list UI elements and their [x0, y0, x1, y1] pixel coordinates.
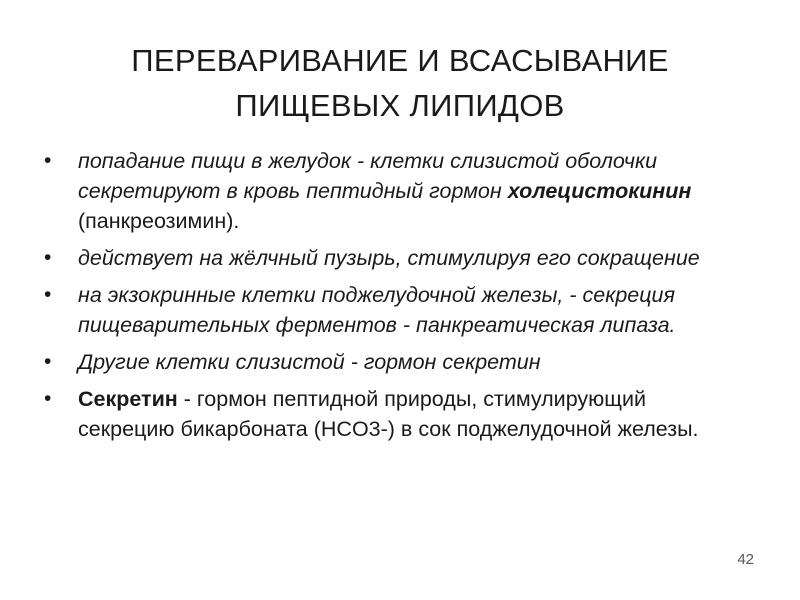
bullet-dot-icon: •	[44, 246, 52, 269]
bullet-item-4	[44, 347, 744, 377]
bullet-list	[44, 146, 744, 451]
bullet-term-cholecystokinin: холецистокинин	[507, 179, 692, 203]
bullet-text	[78, 387, 699, 441]
bullet-item-3	[44, 280, 744, 340]
slide-title-line-2: ПИЩЕВЫХ ЛИПИДОВ	[235, 88, 565, 123]
bullet-dot-icon: •	[44, 283, 52, 306]
slide-title	[60, 38, 740, 128]
bullet-dot-icon: •	[44, 350, 52, 373]
bullet-text	[78, 149, 697, 233]
bullet-text: на экзокринные клетки поджелудочной железы, - секреция пищеварительных ферментов - панкреатическая липаза.	[78, 283, 676, 337]
page-number: 42	[737, 551, 754, 568]
bullet-item-1	[44, 146, 744, 236]
bullet-term-secretin: Секретин	[78, 387, 178, 411]
slide-title-line-1: ПЕРЕВАРИВАНИЕ И ВСАСЫВАНИЕ	[131, 43, 669, 78]
bullet-text-segment: попадание пищи в желудок - клетки слизистой оболочки секретируют в кровь пептидный гормон	[78, 149, 664, 203]
bullet-text-segment: - гормон пептидной природы, стимулирующий секрецию бикарбоната (HCO3-) в сок поджелудочной железы.	[78, 387, 699, 441]
bullet-dot-icon: •	[44, 387, 52, 410]
bullet-item-5	[44, 384, 744, 444]
bullet-item-2	[44, 243, 744, 273]
bullet-text: действует на жёлчный пузырь, стимулируя его сокращение	[78, 246, 700, 270]
bullet-dot-icon: •	[44, 149, 52, 172]
bullet-text: Другие клетки слизистой - гормон секретин	[78, 350, 541, 374]
bullet-text-segment: (панкреозимин).	[78, 179, 698, 233]
